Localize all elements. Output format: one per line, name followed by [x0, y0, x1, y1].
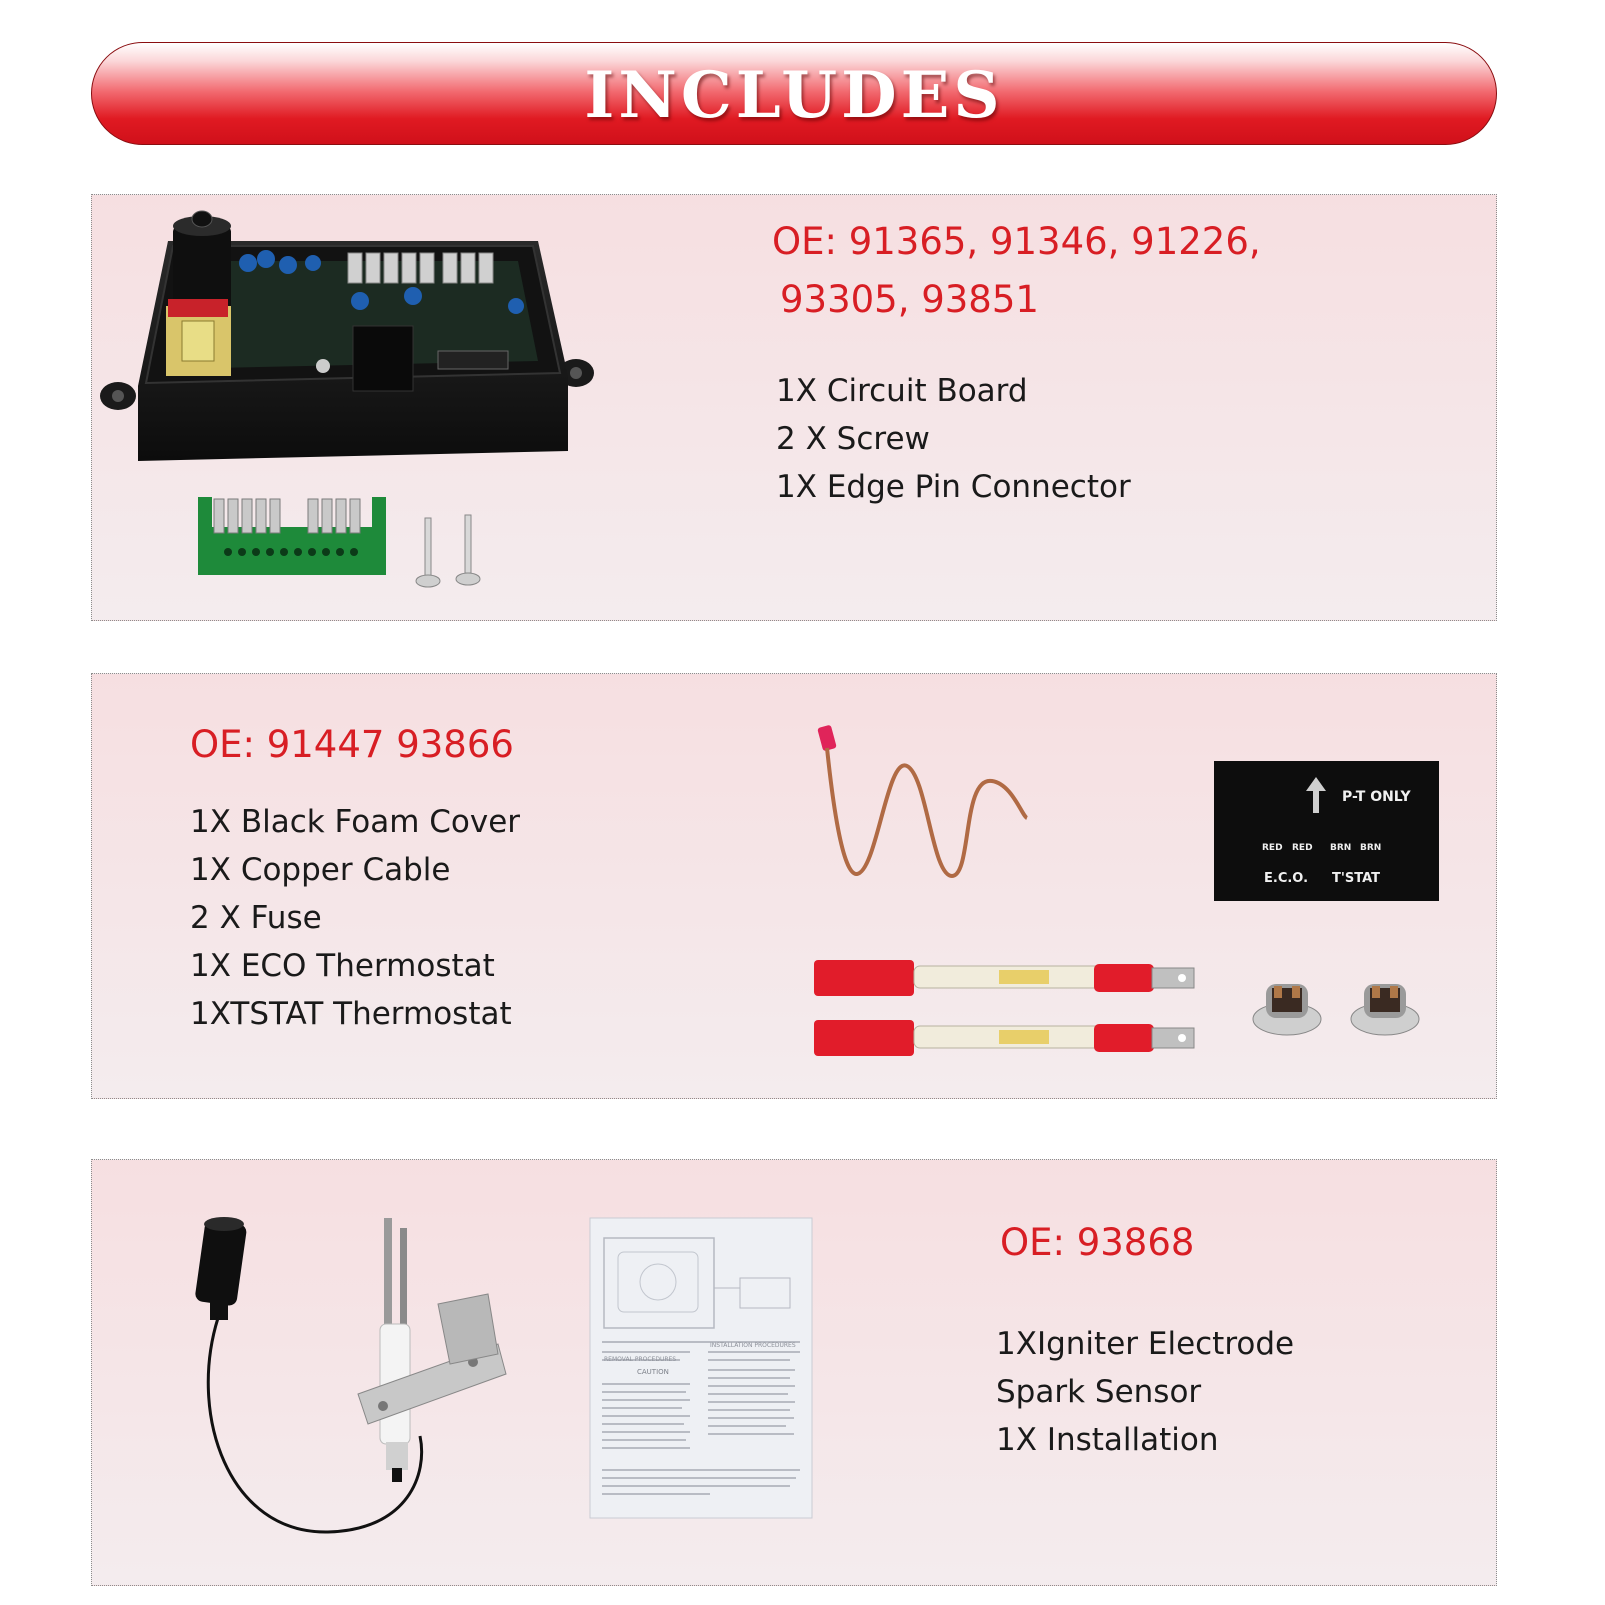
banner-title: INCLUDES	[584, 58, 1004, 133]
foam-label-pt-only: P-T ONLY	[1342, 789, 1411, 805]
thermostats-image	[1252, 974, 1442, 1044]
manual-caution-label: CAUTION	[637, 1368, 669, 1376]
screws-image	[412, 513, 492, 593]
foam-label-brn-2: BRN	[1360, 843, 1382, 853]
includes-banner	[91, 42, 1497, 145]
edge-pin-connector-image	[198, 497, 388, 577]
fuses-image	[814, 956, 1204, 1074]
foam-label-brn-1: BRN	[1330, 843, 1352, 853]
oe-numbers-line-1: OE: 91365, 91346, 91226,	[772, 220, 1261, 263]
circuit-board-image	[98, 201, 598, 471]
panel-igniter-electrode	[91, 1159, 1497, 1586]
list-item: Spark Sensor	[996, 1374, 1202, 1410]
copper-cable-image	[812, 726, 1062, 896]
list-item: 1X Black Foam Cover	[190, 804, 521, 840]
black-foam-cover-image	[1214, 761, 1439, 901]
foam-label-tstat: T'STAT	[1332, 871, 1380, 886]
installation-manual-image	[590, 1218, 812, 1518]
list-item: 2 X Fuse	[190, 900, 322, 936]
list-item: 1X Copper Cable	[190, 852, 451, 888]
manual-installation-heading: INSTALLATION PROCEDURES	[710, 1342, 796, 1349]
oe-numbers-line-2: 93305, 93851	[780, 278, 1039, 321]
foam-label-eco: E.C.O.	[1264, 871, 1309, 886]
panel-thermostat-kit	[91, 673, 1497, 1099]
list-item: 1X Circuit Board	[776, 373, 1028, 409]
arrow-up-icon	[1306, 777, 1326, 813]
foam-label-red-2: RED	[1292, 843, 1313, 853]
list-item: 1X ECO Thermostat	[190, 948, 495, 984]
item-list	[996, 1320, 1294, 1464]
oe-numbers-line-1: OE: 91447 93866	[190, 723, 514, 766]
list-item: 2 X Screw	[776, 421, 930, 457]
list-item: 1X Installation	[996, 1422, 1219, 1458]
manual-removal-heading: REMOVAL PROCEDURES	[604, 1356, 677, 1363]
list-item: 1XTSTAT Thermostat	[190, 996, 512, 1032]
oe-numbers-line-1: OE: 93868	[1000, 1221, 1195, 1264]
panel-circuit-board	[91, 194, 1497, 621]
item-list	[190, 798, 520, 1038]
igniter-electrode-image	[188, 1214, 528, 1544]
foam-label-red-1: RED	[1262, 843, 1283, 853]
list-item: 1X Edge Pin Connector	[776, 469, 1131, 505]
list-item: 1XIgniter Electrode	[996, 1326, 1295, 1362]
item-list	[776, 367, 1131, 511]
